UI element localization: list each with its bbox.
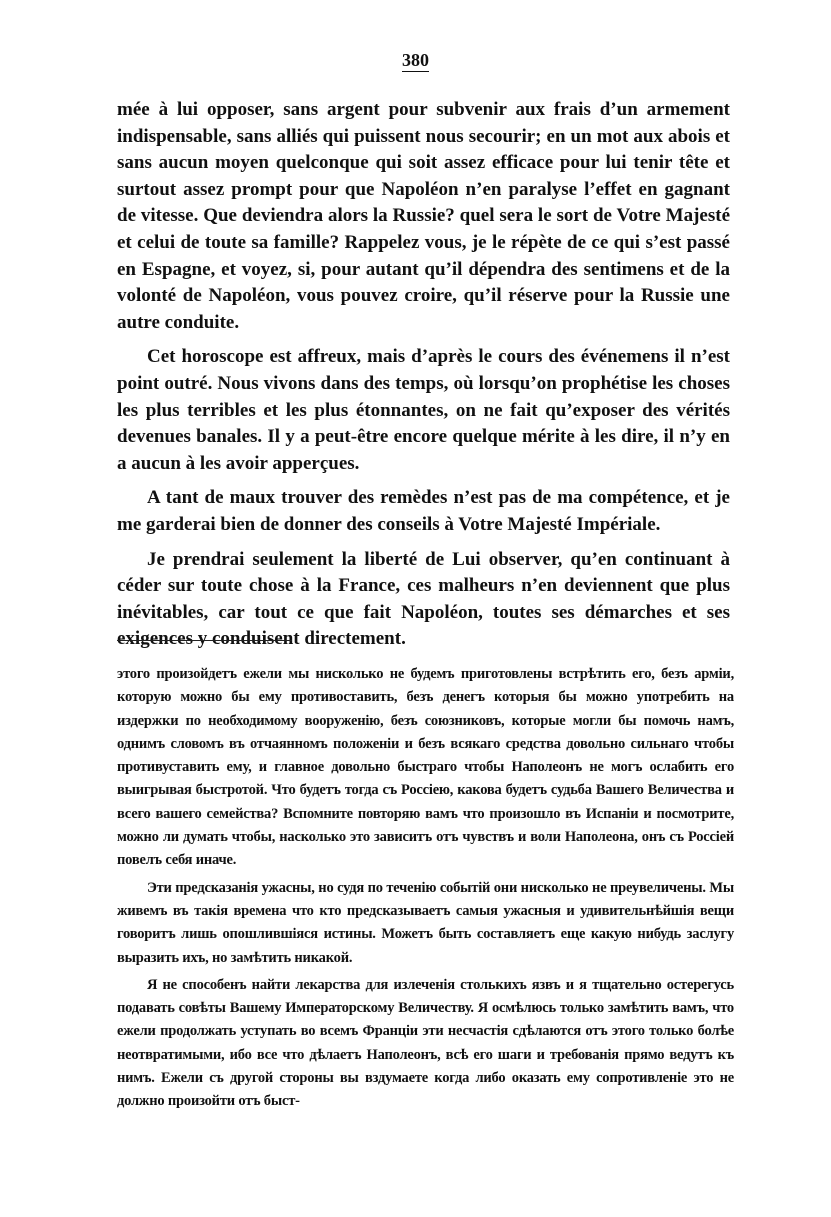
footnote-separator: [117, 640, 292, 641]
page-number: 380: [402, 50, 429, 70]
footnote-paragraph-1: этого произойдетъ ежели мы нисколько не будемъ приготовлены встрѣтить его, безъ арміи, которую можно бы ему противоставить, безъ денегъ которыя бы можно употребить на издержки по необходимому вооруженію, безъ союзниковъ, которые могли бы помочь намъ, однимъ словомъ въ отчаянномъ положеніи и безъ всякаго средства довольно сильнаго чтобы противуставить ему, и главное довольно быстраго чтобы Наполеонъ не могъ ослабить его выигрывая быстротой. Что будетъ тогда съ Россіею, какова будетъ судьба Вашего Величества и всего вашего семейства? Вспомните повторяю вамъ что произошло въ Испаніи и посмотрите, можно ли думать чтобы, насколько это зависитъ отъ чувствъ и воли Наполеона, онъ съ Россіей повелъ себя иначе.: [117, 666, 734, 869]
main-paragraph-1: mée à lui opposer, sans argent pour subvenir aux frais d’un armement indispensable, sans alliés qui puissent nous secourir; en un mot aux abois et sans aucun moyen quelconque qui soit assez efficace pour lui tenir tête et surtout assez prompt pour que Napoléon n’en paralyse l’effet en gagnant de vitesse. Que deviendra alors la Russie? quel sera le sort de Votre Majesté et celui de toute sa famille? Rappelez vous, je le répète de ce qui s’est passé en Espagne, et voyez, si, pour autant qu’il dépendra des sentimens et de la volonté de Napoléon, vous pouvez croire, qu’il réserve pour la Russie une autre conduite.: [117, 99, 730, 333]
footnote-text: [117, 663, 734, 1114]
main-text: [117, 97, 730, 653]
main-paragraph-4: Je prendrai seulement la liberté de Lui observer, qu’en continuant à céder sur toute chose à la France, ces malheurs n’en deviennent que plus inévitables, car tout ce que fait Napoléon, toutes ses démarches et ses exigences y conduisent directement.: [117, 548, 730, 650]
main-paragraph-2: Cet horoscope est affreux, mais d’après le cours des événemens il n’est point outré. Nous vivons dans des temps, où lorsqu’on prophétise les choses les plus terribles et les plus étonnantes, on ne fait qu’exposer des vérités devenues banales. Il y a peut-être encore quelque mérite à les dire, il n’y en a aucun à les avoir apperçues.: [117, 346, 730, 474]
footnote-paragraph-3: Я не способенъ найти лекарства для излеченія столькихъ язвъ и я тщательно остерегусь подавать совѣты Вашему Императорскому Величеству. Я осмѣлюсь только замѣтить вамъ, что ежели продолжать уступать во всемъ Франціи эти несчастія сдѣлаются отъ этого только болѣе неотвратимыми, ибо все что дѣлаетъ Наполеонъ, всѣ его шаги и требованія прямо ведутъ къ нимъ. Ежели съ другой стороны вы вздумаете когда либо оказать ему сопротивленіе это не должно произойти отъ быст-: [117, 976, 734, 1110]
footnote-paragraph-2: Эти предсказанія ужасны, но судя по теченію событій они нисколько не преувеличены. Мы живемъ въ такія времена что кто предсказываетъ самыя ужасныя и удивительнѣйшія вещи говоритъ лишь опошлившіяся истины. Можетъ быть составляетъ еще какую нибудь заслугу выразить ихъ, но замѣтить никакой.: [117, 879, 734, 966]
main-paragraph-3: A tant de maux trouver des remèdes n’est pas de ma compétence, et je me garderai bien de donner des conseils à Votre Majesté Impériale.: [117, 487, 730, 535]
